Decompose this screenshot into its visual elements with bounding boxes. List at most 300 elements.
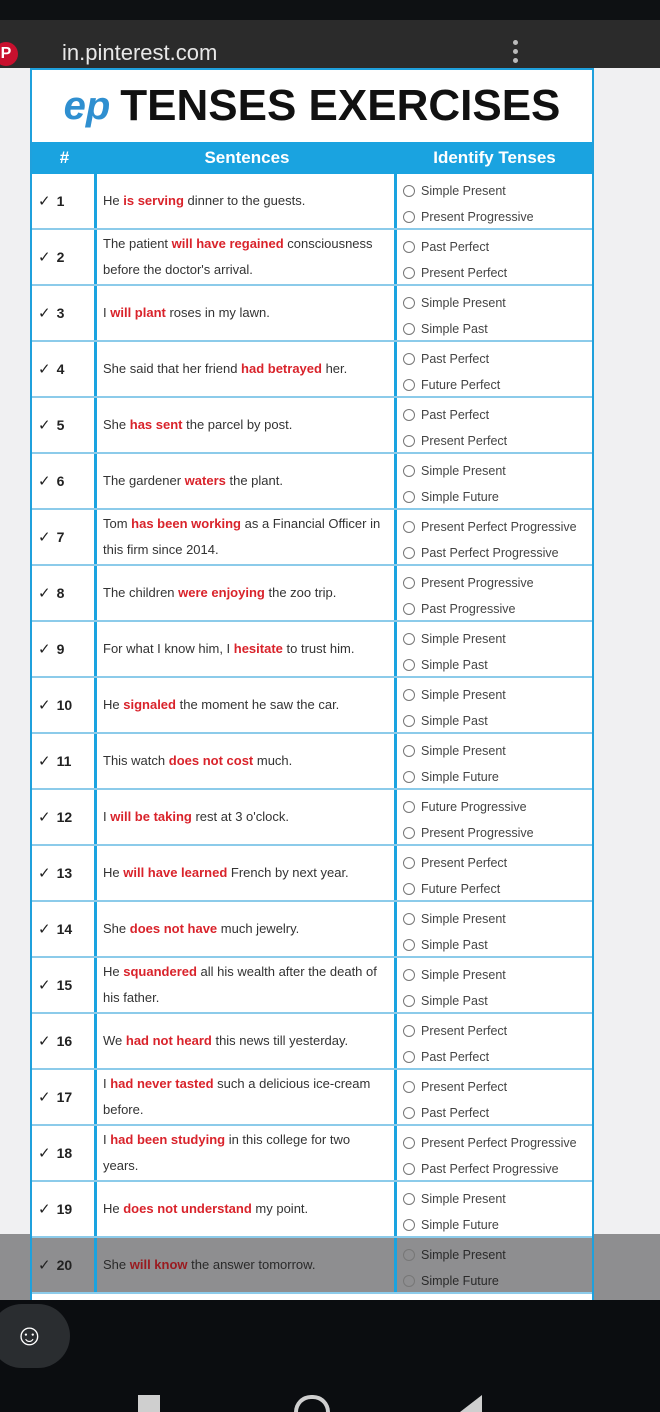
table-header xyxy=(32,142,592,174)
sentence-verb: hesitate xyxy=(233,641,283,656)
tense-option[interactable] xyxy=(403,764,592,790)
sentence xyxy=(97,622,397,676)
tense-option[interactable] xyxy=(403,402,592,428)
number-label: 9 xyxy=(56,641,65,657)
sentence-post: her. xyxy=(321,361,348,376)
tense-option[interactable] xyxy=(403,372,592,398)
sentence-post: rest at 3 o'clock. xyxy=(191,809,289,824)
tense-options xyxy=(397,622,592,676)
option-label: Present Perfect xyxy=(421,1080,508,1094)
sentence-post: as a Financial Officer in this firm since 2014. xyxy=(103,516,381,557)
option-label: Simple Present xyxy=(421,296,506,310)
option-label: Simple Future xyxy=(421,1218,499,1232)
sentence-pre: I xyxy=(103,1076,111,1091)
table-row xyxy=(32,1126,592,1182)
table-row xyxy=(32,790,592,846)
option-label: Past Perfect xyxy=(421,408,490,422)
check-icon: ✓ xyxy=(38,1089,51,1106)
table-row xyxy=(32,230,592,286)
radio-icon[interactable] xyxy=(403,689,415,701)
option-label: Simple Present xyxy=(421,744,506,758)
smiley-plus-icon: ☺ xyxy=(14,1319,45,1352)
check-icon: ✓ xyxy=(38,1033,51,1050)
option-label: Simple Present xyxy=(421,1248,506,1262)
sentence-post: the plant. xyxy=(225,473,283,488)
sentence-verb: had betrayed xyxy=(241,361,322,376)
add-reaction-button[interactable] xyxy=(0,1304,70,1368)
tense-option[interactable] xyxy=(403,204,592,230)
row-number xyxy=(32,174,97,228)
tense-options xyxy=(397,398,592,452)
sentence-post: in this college for two years. xyxy=(103,1132,351,1173)
option-label: Past Perfect xyxy=(421,240,490,254)
number-label: 18 xyxy=(56,1145,73,1161)
number-label: 1 xyxy=(56,193,65,209)
sentence xyxy=(97,1182,397,1236)
radio-icon[interactable] xyxy=(403,1163,415,1175)
tense-option[interactable] xyxy=(403,316,592,342)
tense-option[interactable] xyxy=(403,1074,592,1100)
sentence-verb: does not cost xyxy=(168,753,254,768)
option-label: Present Perfect Progressive xyxy=(421,520,577,534)
tense-options xyxy=(397,790,592,844)
sentence-pre: She xyxy=(103,1257,130,1272)
radio-icon[interactable] xyxy=(403,409,415,421)
tense-options xyxy=(397,846,592,900)
option-label: Present Progressive xyxy=(421,210,534,224)
sentence-verb: squandered xyxy=(123,964,197,979)
sentence xyxy=(97,398,397,452)
check-icon: ✓ xyxy=(38,809,51,826)
option-label: Simple Future xyxy=(421,770,499,784)
check-icon: ✓ xyxy=(38,1201,51,1218)
sentence-post: dinner to the guests. xyxy=(183,193,306,208)
radio-icon[interactable] xyxy=(403,241,415,253)
tense-option[interactable] xyxy=(403,1186,592,1212)
tense-option[interactable] xyxy=(403,708,592,734)
option-label: Present Progressive xyxy=(421,826,534,840)
row-number xyxy=(32,286,97,340)
check-icon: ✓ xyxy=(38,417,51,434)
number-label: 10 xyxy=(56,697,73,713)
number-label: 2 xyxy=(56,249,65,265)
tense-option[interactable] xyxy=(403,540,592,566)
sentence xyxy=(97,846,397,900)
radio-icon[interactable] xyxy=(403,603,415,615)
sentence-post: the moment he saw the car. xyxy=(175,697,340,712)
option-label: Present Progressive xyxy=(421,576,534,590)
option-label: Simple Future xyxy=(421,490,499,504)
sentence-verb: had not heard xyxy=(125,1033,212,1048)
url-text[interactable]: in.pinterest.com xyxy=(62,40,218,65)
radio-icon[interactable] xyxy=(403,465,415,477)
sentence-verb: signaled xyxy=(123,697,176,712)
tense-option[interactable] xyxy=(403,1130,592,1156)
number-label: 16 xyxy=(56,1033,73,1049)
option-label: Simple Present xyxy=(421,184,506,198)
tense-option[interactable] xyxy=(403,346,592,372)
sentence-post: much. xyxy=(253,753,293,768)
navigation-bar xyxy=(0,1300,660,1412)
sentence-pre: She said that her friend xyxy=(103,361,242,376)
radio-icon[interactable] xyxy=(403,379,415,391)
sentence-pre: The gardener xyxy=(103,473,185,488)
sentence-post: my point. xyxy=(251,1201,309,1216)
check-icon: ✓ xyxy=(38,529,51,546)
sentence-pre: He xyxy=(103,865,124,880)
table-row xyxy=(32,734,592,790)
tense-options xyxy=(397,1182,592,1236)
radio-icon[interactable] xyxy=(403,323,415,335)
sentence xyxy=(97,790,397,844)
tense-option[interactable] xyxy=(403,428,592,454)
tense-option[interactable] xyxy=(403,458,592,484)
sentence xyxy=(97,230,397,284)
sentence xyxy=(97,1070,397,1124)
radio-icon[interactable] xyxy=(403,715,415,727)
tense-option[interactable] xyxy=(403,932,592,958)
radio-icon[interactable] xyxy=(403,659,415,671)
tense-options xyxy=(397,230,592,284)
tense-options xyxy=(397,454,592,508)
row-number xyxy=(32,734,97,788)
tense-options xyxy=(397,510,592,564)
sentence-pre: For what I know him, I xyxy=(103,641,234,656)
table-row xyxy=(32,510,592,566)
sentence-pre: I xyxy=(103,1132,111,1147)
table-row xyxy=(32,398,592,454)
sentence-pre: She xyxy=(103,417,130,432)
radio-icon[interactable] xyxy=(403,435,415,447)
sentence xyxy=(97,510,397,564)
option-label: Past Perfect xyxy=(421,1050,490,1064)
sentence-post: all his wealth after the death of his father. xyxy=(103,964,377,1005)
tense-option[interactable] xyxy=(403,794,592,820)
radio-icon[interactable] xyxy=(403,883,415,895)
sentence-verb: had been studying xyxy=(110,1132,226,1147)
sentence-verb: will have learned xyxy=(123,865,228,880)
sentence-verb: will plant xyxy=(110,305,166,320)
tense-option[interactable] xyxy=(403,514,592,540)
sentence xyxy=(97,902,397,956)
tense-option[interactable] xyxy=(403,850,592,876)
table-row xyxy=(32,902,592,958)
row-number xyxy=(32,510,97,564)
table-row xyxy=(32,1070,592,1126)
number-label: 5 xyxy=(56,417,65,433)
sentence-pre: He xyxy=(103,193,124,208)
sentence-verb: is serving xyxy=(123,193,184,208)
sentence-post: much jewelry. xyxy=(217,921,300,936)
option-label: Simple Past xyxy=(421,714,488,728)
sentence-pre: We xyxy=(103,1033,126,1048)
option-label: Future Progressive xyxy=(421,800,527,814)
number-label: 13 xyxy=(56,865,73,881)
header-number: # xyxy=(59,148,70,167)
tense-options xyxy=(397,734,592,788)
check-icon: ✓ xyxy=(38,361,51,378)
radio-icon[interactable] xyxy=(403,267,415,279)
radio-icon[interactable] xyxy=(403,521,415,533)
sentence-verb: will be taking xyxy=(110,809,192,824)
tense-option[interactable] xyxy=(403,1018,592,1044)
more-menu-icon[interactable] xyxy=(508,40,522,70)
sentence-verb: will know xyxy=(129,1257,188,1272)
tense-option[interactable] xyxy=(403,1156,592,1182)
table-row xyxy=(32,342,592,398)
radio-icon[interactable] xyxy=(403,1025,415,1037)
radio-icon[interactable] xyxy=(403,185,415,197)
tense-option[interactable] xyxy=(403,1100,592,1126)
option-label: Past Perfect Progressive xyxy=(421,546,559,560)
sentence xyxy=(97,958,397,1012)
row-number xyxy=(32,790,97,844)
number-label: 11 xyxy=(56,753,72,769)
sentence-pre: The patient xyxy=(103,236,172,251)
sentence xyxy=(97,1126,397,1180)
exercise-sheet xyxy=(30,68,594,1300)
check-icon: ✓ xyxy=(38,193,51,210)
tense-option[interactable] xyxy=(403,988,592,1014)
sentence xyxy=(97,734,397,788)
number-label: 8 xyxy=(56,585,65,601)
tense-option[interactable] xyxy=(403,738,592,764)
row-number xyxy=(32,454,97,508)
tense-option[interactable] xyxy=(403,234,592,260)
sentence-verb: had never tasted xyxy=(110,1076,214,1091)
tense-options xyxy=(397,678,592,732)
sentence-pre: He xyxy=(103,697,124,712)
option-label: Simple Present xyxy=(421,464,506,478)
sentence-pre: He xyxy=(103,964,124,979)
tense-option[interactable] xyxy=(403,260,592,286)
radio-icon[interactable] xyxy=(403,969,415,981)
tense-options xyxy=(397,566,592,620)
row-number xyxy=(32,902,97,956)
sentence-pre: I xyxy=(103,305,111,320)
radio-icon[interactable] xyxy=(403,995,415,1007)
check-icon: ✓ xyxy=(38,1145,51,1162)
pinterest-icon: P xyxy=(0,42,18,66)
number-label: 12 xyxy=(56,809,73,825)
check-icon: ✓ xyxy=(38,641,51,658)
table-row xyxy=(32,1014,592,1070)
check-icon: ✓ xyxy=(38,473,51,490)
radio-icon[interactable] xyxy=(403,297,415,309)
radio-icon[interactable] xyxy=(403,547,415,559)
sentence-pre: This watch xyxy=(103,753,169,768)
table-row xyxy=(32,174,592,230)
table-row xyxy=(32,286,592,342)
row-number xyxy=(32,566,97,620)
sentence-verb: does not have xyxy=(129,921,218,936)
radio-icon[interactable] xyxy=(403,939,415,951)
ep-logo: ep xyxy=(63,83,111,128)
row-number xyxy=(32,398,97,452)
radio-icon[interactable] xyxy=(403,1137,415,1149)
option-label: Past Perfect xyxy=(421,1106,490,1120)
radio-icon[interactable] xyxy=(403,827,415,839)
check-icon: ✓ xyxy=(38,249,51,266)
row-number xyxy=(32,1014,97,1068)
tense-option[interactable] xyxy=(403,820,592,846)
sentence xyxy=(97,678,397,732)
tense-option[interactable] xyxy=(403,178,592,204)
sentence xyxy=(97,342,397,396)
radio-icon[interactable] xyxy=(403,577,415,589)
option-label: Present Perfect xyxy=(421,434,508,448)
sentence-post: the zoo trip. xyxy=(264,585,337,600)
option-label: Simple Past xyxy=(421,658,488,672)
sentence xyxy=(97,1014,397,1068)
tense-option[interactable] xyxy=(403,596,592,622)
option-label: Simple Past xyxy=(421,322,488,336)
sentence-post: such a delicious ice-cream before. xyxy=(103,1076,371,1117)
radio-icon[interactable] xyxy=(403,1193,415,1205)
sentence-post: the answer tomorrow. xyxy=(187,1257,316,1272)
tense-option[interactable] xyxy=(403,962,592,988)
option-label: Past Perfect Progressive xyxy=(421,1162,559,1176)
sentence-verb: were enjoying xyxy=(178,585,265,600)
radio-icon[interactable] xyxy=(403,353,415,365)
option-label: Simple Present xyxy=(421,632,506,646)
table-body xyxy=(32,174,592,1294)
option-label: Simple Future xyxy=(421,1274,499,1288)
sentence-post: this news till yesterday. xyxy=(211,1033,349,1048)
recents-button[interactable] xyxy=(138,1395,160,1412)
status-bar xyxy=(0,0,660,20)
sentence-pre: The children xyxy=(103,585,179,600)
option-label: Simple Present xyxy=(421,1192,506,1206)
sentence-post: roses in my lawn. xyxy=(165,305,270,320)
sentence-verb: waters xyxy=(184,473,226,488)
radio-icon[interactable] xyxy=(403,1081,415,1093)
sentence xyxy=(97,566,397,620)
radio-icon[interactable] xyxy=(403,1249,415,1261)
sentence-verb: has been working xyxy=(131,516,241,531)
sentence-post: French by next year. xyxy=(227,865,349,880)
table-row xyxy=(32,958,592,1014)
tense-option[interactable] xyxy=(403,652,592,678)
tense-option[interactable] xyxy=(403,682,592,708)
check-icon: ✓ xyxy=(38,921,51,938)
option-label: Simple Present xyxy=(421,912,506,926)
tense-options xyxy=(397,342,592,396)
check-icon: ✓ xyxy=(38,697,51,714)
radio-icon[interactable] xyxy=(403,1107,415,1119)
tense-option[interactable] xyxy=(403,1212,592,1238)
number-label: 4 xyxy=(56,361,65,377)
number-label: 20 xyxy=(56,1257,73,1273)
sentence-post: consciousness before the doctor's arrival. xyxy=(103,236,373,277)
table-row xyxy=(32,566,592,622)
number-label: 7 xyxy=(56,529,65,545)
option-label: Future Perfect xyxy=(421,882,501,896)
tense-options xyxy=(397,1238,592,1292)
option-label: Present Perfect xyxy=(421,266,508,280)
tense-option[interactable] xyxy=(403,906,592,932)
header-tenses: Identify Tenses xyxy=(433,148,556,167)
tense-options xyxy=(397,902,592,956)
tense-option[interactable] xyxy=(403,626,592,652)
page-title: TENSES EXERCISES xyxy=(120,81,561,130)
sentence-pre: He xyxy=(103,1201,124,1216)
option-label: Simple Past xyxy=(421,994,488,1008)
option-label: Simple Present xyxy=(421,968,506,982)
option-label: Present Perfect Progressive xyxy=(421,1136,577,1150)
table-row xyxy=(32,1238,592,1294)
tense-option[interactable] xyxy=(403,484,592,510)
radio-icon[interactable] xyxy=(403,857,415,869)
option-label: Present Perfect xyxy=(421,856,508,870)
radio-icon[interactable] xyxy=(403,1051,415,1063)
sentence xyxy=(97,454,397,508)
option-label: Future Perfect xyxy=(421,378,501,392)
tense-options xyxy=(397,1070,592,1124)
sentence xyxy=(97,174,397,228)
table-row xyxy=(32,1182,592,1238)
radio-icon[interactable] xyxy=(403,491,415,503)
radio-icon[interactable] xyxy=(403,1219,415,1231)
number-label: 14 xyxy=(56,921,73,937)
tense-options xyxy=(397,174,592,228)
check-icon: ✓ xyxy=(38,977,51,994)
radio-icon[interactable] xyxy=(403,801,415,813)
number-label: 19 xyxy=(56,1201,73,1217)
tense-option[interactable] xyxy=(403,1044,592,1070)
row-number xyxy=(32,1182,97,1236)
sentence-pre: I xyxy=(103,809,111,824)
radio-icon[interactable] xyxy=(403,771,415,783)
sentence-post: the parcel by post. xyxy=(182,417,293,432)
radio-icon[interactable] xyxy=(403,211,415,223)
row-number xyxy=(32,846,97,900)
option-label: Simple Present xyxy=(421,688,506,702)
check-icon: ✓ xyxy=(38,585,51,602)
header-sentences: Sentences xyxy=(204,148,290,167)
number-label: 3 xyxy=(56,305,65,321)
option-label: Simple Past xyxy=(421,938,488,952)
check-icon: ✓ xyxy=(38,753,51,770)
tense-option[interactable] xyxy=(403,290,592,316)
check-icon: ✓ xyxy=(38,305,51,322)
tense-option[interactable] xyxy=(403,876,592,902)
tense-option[interactable] xyxy=(403,1242,592,1268)
row-number xyxy=(32,342,97,396)
sentence xyxy=(97,286,397,340)
tense-option[interactable] xyxy=(403,1268,592,1294)
tense-options xyxy=(397,1126,592,1180)
check-icon: ✓ xyxy=(38,865,51,882)
radio-icon[interactable] xyxy=(403,1275,415,1287)
radio-icon[interactable] xyxy=(403,913,415,925)
sheet-header xyxy=(32,70,592,142)
sentence-verb: has sent xyxy=(129,417,183,432)
number-label: 15 xyxy=(56,977,73,993)
radio-icon[interactable] xyxy=(403,633,415,645)
table-row xyxy=(32,454,592,510)
sentence-pre: Tom xyxy=(103,516,132,531)
row-number xyxy=(32,678,97,732)
row-number xyxy=(32,1238,97,1292)
row-number xyxy=(32,230,97,284)
number-label: 17 xyxy=(56,1089,73,1105)
table-row xyxy=(32,622,592,678)
row-number xyxy=(32,1070,97,1124)
radio-icon[interactable] xyxy=(403,745,415,757)
option-label: Past Perfect xyxy=(421,352,490,366)
tense-option[interactable] xyxy=(403,570,592,596)
